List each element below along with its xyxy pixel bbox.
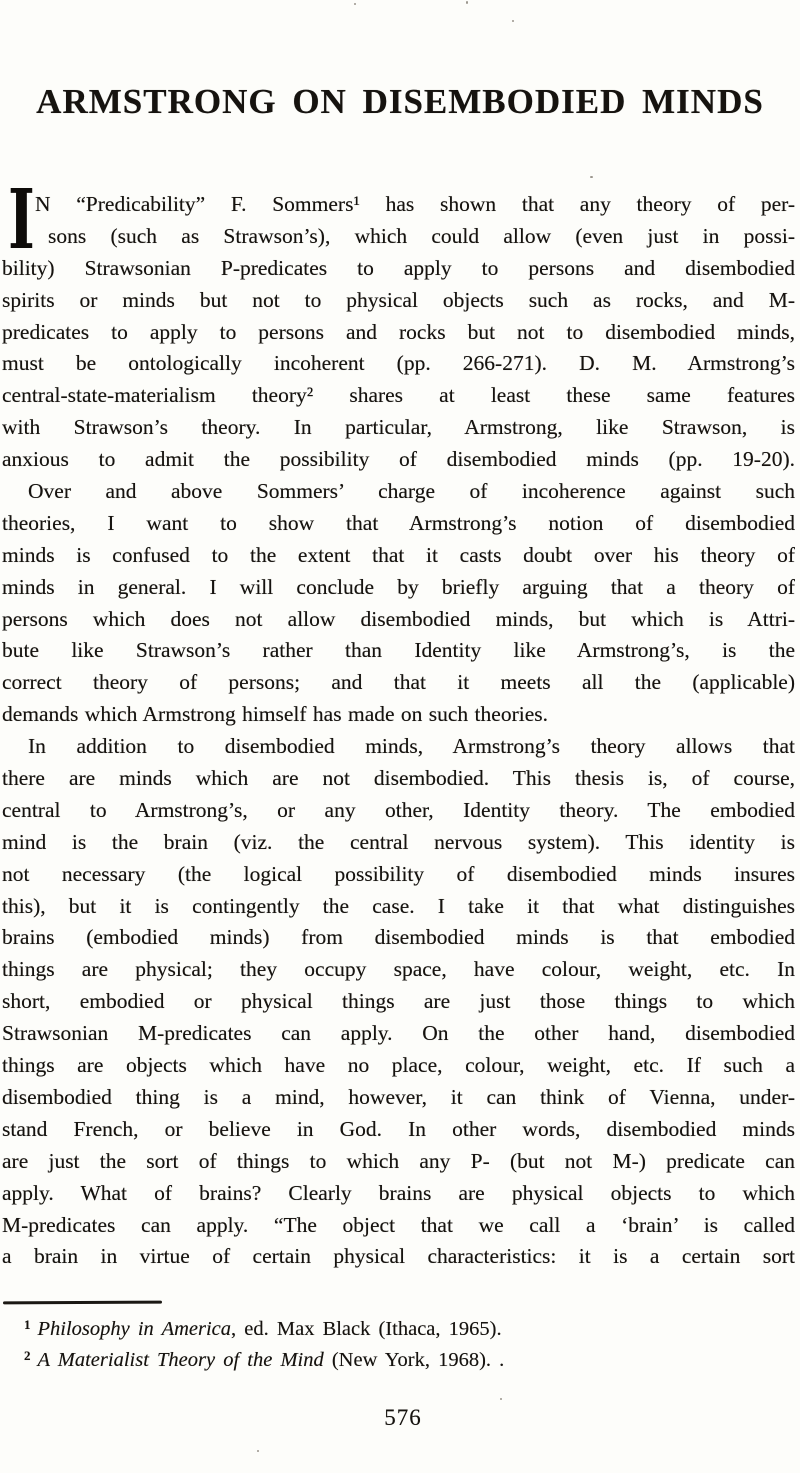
text-line: spirits or minds but not to physical objects such as rocks, and M-	[2, 287, 795, 312]
text-line: predicates to apply to persons and rocks but not to disembodied minds,	[2, 319, 795, 344]
text-line: brains (embodied minds) from disembodied minds is that embodied	[2, 925, 795, 950]
footnote-text: (New York, 1968). .	[323, 1348, 505, 1371]
footnote-text: , ed. Max Black (Ithaca, 1965).	[231, 1318, 502, 1340]
page-number: 576	[384, 1405, 422, 1430]
text-line: theories, I want to show that Armstrong’s notion of disembodied	[2, 510, 795, 535]
text-line: this), but it is contingently the case. I take it that what distinguishes	[2, 893, 795, 918]
text-line: there are minds which are not disembodied. This thesis is, of course,	[2, 766, 795, 791]
text-line: N “Predicability” F. Sommers¹ has shown that any theory of per-	[35, 192, 795, 216]
scan-speck	[466, 1, 468, 4]
footnote-marker: 2	[24, 1347, 31, 1363]
footnote	[2, 1343, 795, 1374]
text-line: minds in general. I will conclude by briefly arguing that a theory of	[2, 574, 795, 599]
page-title: ARMSTRONG ON DISEMBODIED MINDS	[36, 82, 764, 121]
text-line: bility) Strawsonian P-predicates to apply to persons and disembodied	[2, 255, 795, 280]
text-line: Over and above Sommers’ charge of incoherence against such	[28, 479, 795, 504]
text-line: sons (such as Strawson’s), which could allow (even just in possi-	[48, 223, 795, 248]
scan-speck	[354, 3, 356, 5]
text-line: bute like Strawson’s rather than Identity like Armstrong’s, is the	[2, 638, 795, 663]
footnote-title: Philosophy in America	[37, 1318, 232, 1340]
scan-speck	[590, 176, 593, 178]
text-line: minds is confused to the extent that it casts doubt over his theory of	[2, 542, 795, 567]
text-line: mind is the brain (viz. the central nervous system). This identity is	[2, 829, 795, 854]
footnote-rule	[3, 1301, 162, 1305]
scan-speck	[257, 1450, 259, 1452]
footnotes	[2, 1312, 795, 1373]
text-line: short, embodied or physical things are just those things to which	[2, 989, 795, 1014]
drop-cap: I	[8, 172, 35, 268]
footnote-marker: 1	[24, 1317, 31, 1332]
text-line: must be ontologically incoherent (pp. 266-271). D. M. Armstrong’s	[2, 351, 795, 376]
text-line: stand French, or believe in God. In other words, disembodied minds	[2, 1116, 795, 1141]
text-line: demands which Armstrong himself has made on such theories.	[2, 702, 548, 727]
scan-speck	[512, 20, 514, 22]
text-line: things are objects which have no place, colour, weight, etc. If such a	[2, 1053, 795, 1078]
text-line: apply. What of brains? Clearly brains are physical objects to which	[2, 1180, 795, 1205]
text-line: disembodied thing is a mind, however, it can think of Vienna, under-	[2, 1084, 795, 1109]
text-line: central to Armstrong’s, or any other, Identity theory. The embodied	[2, 797, 795, 822]
text-line: In addition to disembodied minds, Armstrong’s theory allows that	[28, 734, 795, 759]
text-line: with Strawson’s theory. In particular, Armstrong, like Strawson, is	[2, 415, 795, 440]
footnote-title: A Materialist Theory of the Mind	[37, 1348, 324, 1371]
text-line: a brain in virtue of certain physical characteristics: it is a certain sort	[2, 1244, 795, 1269]
text-line: correct theory of persons; and that it meets all the (applicable)	[2, 670, 795, 695]
footnote	[2, 1312, 795, 1343]
text-line: M-predicates can apply. “The object that we call a ‘brain’ is called	[2, 1212, 795, 1237]
text-line: persons which does not allow disembodied minds, but which is Attri-	[2, 606, 795, 631]
text-line: not necessary (the logical possibility of disembodied minds insures	[2, 861, 795, 886]
text-line: Strawsonian M-predicates can apply. On the other hand, disembodied	[2, 1021, 795, 1046]
text-line: central-state-materialism theory² shares at least these same features	[2, 383, 795, 408]
text-line: things are physical; they occupy space, have colour, weight, etc. In	[2, 957, 795, 982]
text-line: are just the sort of things to which any P- (but not M-) predicate can	[2, 1148, 795, 1173]
scan-speck	[500, 1398, 502, 1400]
text-line: anxious to admit the possibility of disembodied minds (pp. 19-20).	[2, 447, 795, 472]
body-text	[2, 172, 795, 1273]
